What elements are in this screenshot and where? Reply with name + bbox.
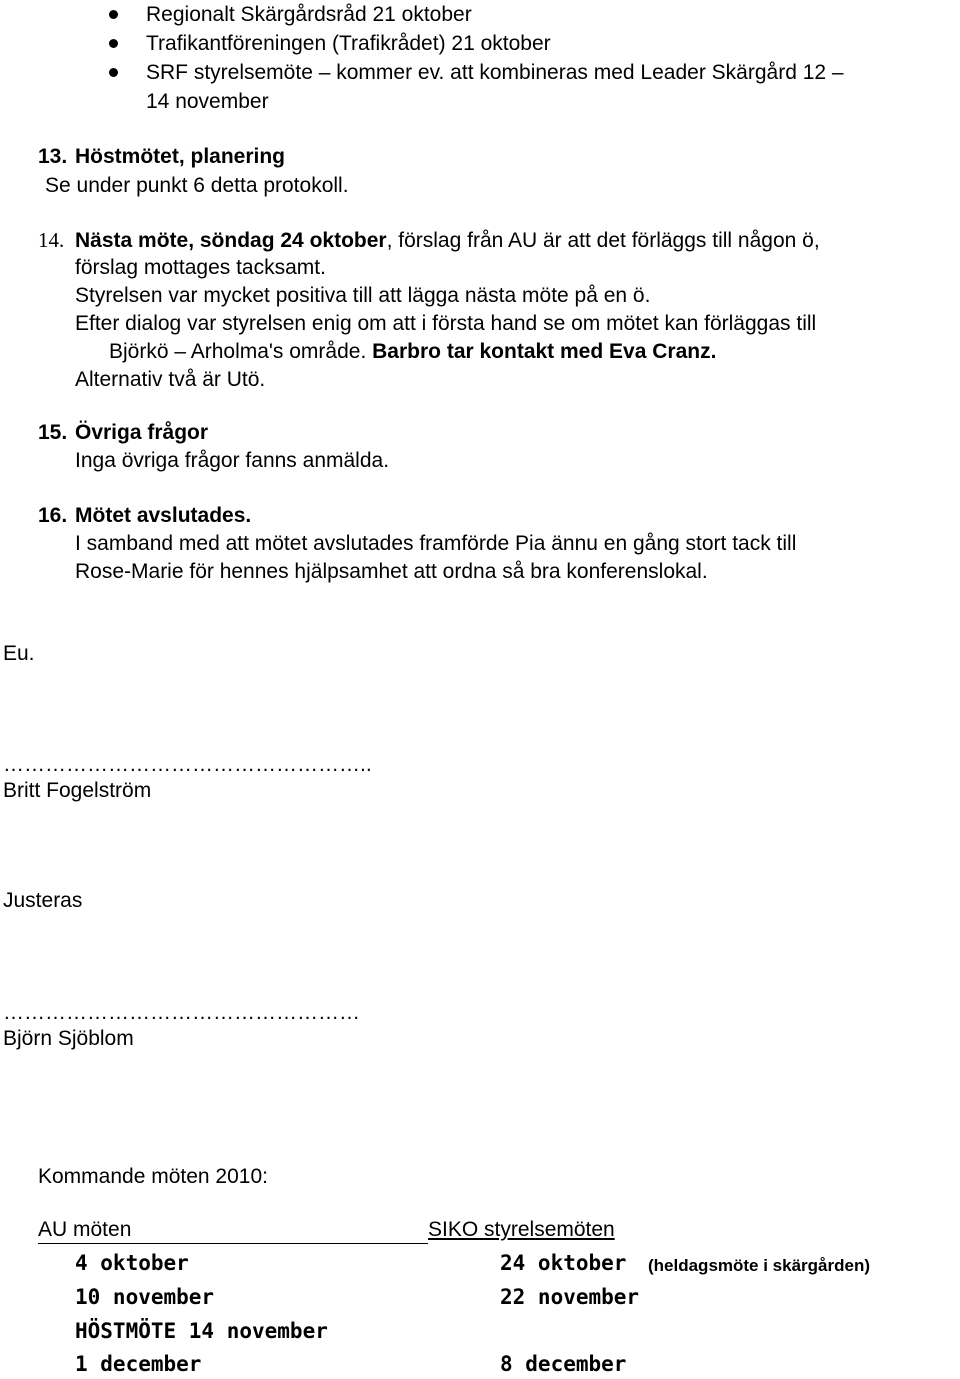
au-meeting-date: 1 december <box>75 1352 202 1376</box>
siko-meeting-date: 8 december <box>500 1352 627 1376</box>
bullet-dot <box>109 10 118 19</box>
item-14-number: 14. <box>38 228 65 252</box>
meetings-col-header-au <box>38 1217 428 1244</box>
item-14-title-rest: , förslag från AU är att det förläggs till någon ö, <box>386 229 820 252</box>
item-16-line: I samband med att mötet avslutades framförde Pia ännu en gång stort tack till <box>75 532 797 555</box>
siko-meeting-date: 22 november <box>500 1285 640 1309</box>
au-header-label: AU möten <box>38 1218 132 1241</box>
item-16-title: Mötet avslutades. <box>75 504 252 527</box>
item-14-line: Styrelsen var mycket positiva till att lägga nästa möte på en ö. <box>75 284 651 307</box>
signature-line: …………………………………………….. <box>3 753 372 776</box>
meetings-heading: Kommande möten 2010: <box>38 1165 268 1188</box>
au-meeting-date: 10 november <box>75 1285 215 1309</box>
bullet-item: Trafikantföreningen (Trafikrådet) 21 oktober <box>146 32 551 55</box>
item-14-location: Björkö – Arholma's område. <box>109 340 373 363</box>
signatory-name: Britt Fogelström <box>3 779 152 802</box>
item-14-title-line <box>75 226 820 255</box>
item-13-text: Se under punkt 6 detta protokoll. <box>45 174 349 197</box>
item-14-line: Alternativ två är Utö. <box>75 368 266 391</box>
item-14-action: Barbro tar kontakt med Eva Cranz. <box>372 340 717 363</box>
item-14-line <box>109 337 716 366</box>
bullet-item: SRF styrelsemöte – kommer ev. att kombineras med Leader Skärgård 12 – <box>146 61 844 84</box>
item-14-line: Efter dialog var styrelsen enig om att i första hand se om mötet kan förläggas till <box>75 312 817 335</box>
bullet-item: Regionalt Skärgårdsråd 21 oktober <box>146 3 472 26</box>
item-15-number: 15. <box>38 421 68 444</box>
bullet-item-continuation: 14 november <box>146 90 269 113</box>
bullet-dot <box>109 39 118 48</box>
item-15-title: Övriga frågor <box>75 421 209 444</box>
signatory-name: Björn Sjöblom <box>3 1027 134 1050</box>
bullet-dot <box>109 68 118 77</box>
item-16-number: 16. <box>38 504 68 527</box>
item-13-title: Höstmötet, planering <box>75 145 286 168</box>
item-15-text: Inga övriga frågor fanns anmälda. <box>75 449 390 472</box>
au-meeting-date: 4 oktober <box>75 1251 189 1275</box>
siko-meeting-note: (heldagsmöte i skärgården) <box>648 1256 871 1275</box>
item-14-line: förslag mottages tacksamt. <box>75 256 326 279</box>
item-13-number: 13. <box>38 145 68 168</box>
au-meeting-date: HÖSTMÖTE 14 november <box>75 1319 328 1343</box>
item-16-line: Rose-Marie för hennes hjälpsamhet att ordna så bra konferenslokal. <box>75 560 708 583</box>
justeras-label: Justeras <box>3 889 83 912</box>
meetings-col-header-siko: SIKO styrelsemöten <box>428 1218 615 1241</box>
item-14-title: Nästa möte, söndag 24 oktober <box>75 229 387 252</box>
siko-meeting-date: 24 oktober <box>500 1251 627 1275</box>
signature-line: …………………………………………… <box>3 1001 360 1024</box>
closing-text: Eu. <box>3 642 35 665</box>
